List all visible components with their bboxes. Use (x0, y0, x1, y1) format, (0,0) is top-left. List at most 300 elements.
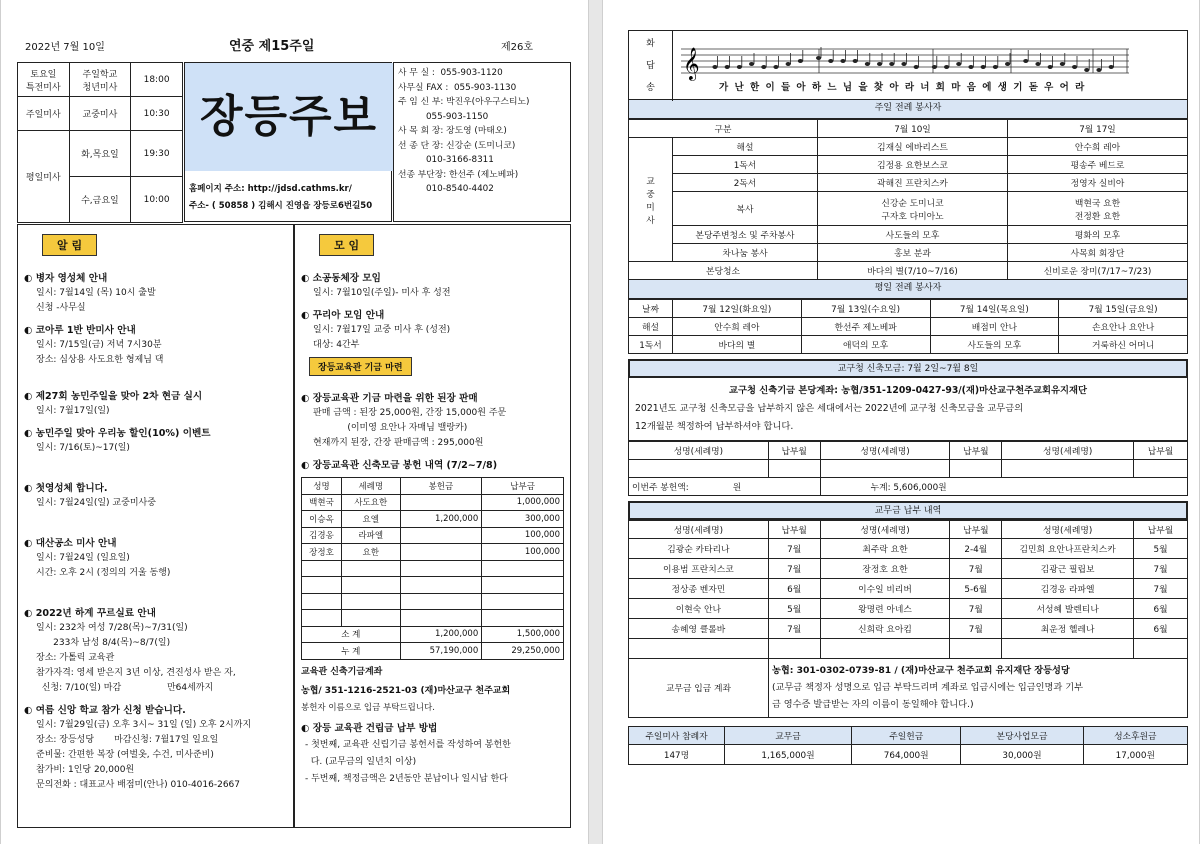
tithe-cell: 이용범 프란치스코 (629, 559, 769, 579)
donation-cell: 요한 (342, 544, 401, 561)
tithe-cell (1134, 639, 1188, 659)
notice-badge: 알 림 (42, 234, 97, 256)
donation-cell: 300,000 (482, 511, 564, 528)
tithe-cell (1002, 639, 1134, 659)
weekday-cell: 1독서 (629, 336, 673, 354)
item-heading: ◐ 대산공소 미사 안내 (24, 536, 287, 551)
tithe-cell: 7월 (950, 559, 1002, 579)
contact-line: 선종 부단장: 한선주 (제노베파) (398, 169, 519, 180)
tithe-cell: 6월 (1134, 599, 1188, 619)
donation-sum-value: 57,190,000 (400, 643, 482, 660)
donation-row (302, 494, 564, 511)
summary-cell: 147명 (629, 744, 725, 764)
weekday-server-table (628, 299, 1188, 354)
tithe-cell: 송혜영 클롤바 (629, 619, 769, 639)
donation-row (302, 544, 564, 561)
note-head (1072, 65, 1077, 69)
summary-cell: 17,000원 (1083, 744, 1187, 764)
item-line: 일시: 7월24일 (일요일) (36, 553, 130, 563)
sunday-cell: 신비로운 장미(7/17~7/23) (1008, 262, 1188, 280)
item-line: (이미영 요안나 자매님 밸랑카) (313, 423, 468, 433)
donation-total (302, 643, 564, 660)
weekday-head-cell: 7월 14일(목요일) (930, 300, 1059, 318)
tithe-account-note: 금 영수증 발급받는 자의 이름이 동일해야 합니다.) (772, 699, 974, 711)
donation-cell (482, 593, 564, 610)
note-head (1023, 59, 1028, 63)
item-line: 일시: 7월29일(금) 오후 3시~ 31일 (일) 오후 2시까지 (36, 720, 252, 730)
sunday-cell: 안수희 레아 (1008, 138, 1188, 156)
tithe-cell: 5-6월 (950, 579, 1002, 599)
diocese-head-cell: 성명(세례명) (629, 442, 769, 460)
donation-sum-label: 누 계 (302, 643, 401, 660)
item-line: 일시: 7월10일(주일)- 미사 후 성전 (313, 288, 451, 298)
sunday-cell: 김정용 요한보스코 (818, 156, 1008, 174)
donation-cell (302, 577, 342, 594)
tithe-cell: 5월 (1134, 539, 1188, 559)
meeting-items (301, 271, 564, 353)
tithe-cell: 김광순 카타리나 (629, 539, 769, 559)
weekday-cell: 손요안나 요안나 (1059, 318, 1188, 336)
donation-cell: 라파엘 (342, 527, 401, 544)
sunday-cell: 신강순 도미니코 구자호 다미아노 (818, 192, 1008, 226)
note-head (981, 65, 986, 69)
tithe-header (629, 521, 1188, 539)
note-head (816, 56, 821, 60)
donation-sum-value: 1,500,000 (482, 626, 564, 643)
tithe-title: 교무금 납부 내역 (628, 501, 1188, 520)
diocese-table (628, 441, 1188, 496)
donation-row (302, 527, 564, 544)
tithe-cell: 7월 (950, 599, 1002, 619)
note-head (956, 62, 961, 66)
donation-cell (482, 610, 564, 627)
weekday-cell: 배점미 안나 (930, 318, 1059, 336)
pay-method-heading: ◐ 장등 교육관 건립금 납부 방법 (301, 721, 564, 736)
diocese-head-cell: 납부월 (1134, 442, 1188, 460)
tithe-cell: 6월 (1134, 619, 1188, 639)
schedule-row (18, 63, 183, 97)
diocese-note-2: 12개월분 책정하여 납부하셔야 합니다. (635, 421, 794, 432)
note-head (725, 65, 730, 69)
summary-head-cell: 본당사업모금 (961, 726, 1083, 744)
schedule-time: 19:30 (131, 131, 183, 177)
weekday-cell: 해설 (629, 318, 673, 336)
homepage-text[interactable]: 홈페이지 주소: http://jdsd.cathms.kr/ (189, 184, 352, 194)
meeting-badge: 모 임 (319, 234, 374, 256)
weekday-head-cell: 7월 12일(화요일) (673, 300, 802, 318)
tithe-account-number: 농협: 301-0302-0739-81 / (재)마산교구 천주교회 유지재단 장등성당 (772, 665, 1070, 677)
note-head (1084, 68, 1089, 72)
tithe-row (629, 599, 1188, 619)
notice-column (17, 224, 294, 828)
hymn-box (628, 30, 1188, 100)
contact-line: 010-8540-4402 (398, 184, 494, 194)
sunday-cell: 1독서 (673, 156, 818, 174)
sunday-cell: 사목회 회장단 (1008, 244, 1188, 262)
tithe-cell: 7월 (1134, 559, 1188, 579)
sunday-cell: 홍보 분과 (818, 244, 1008, 262)
sunday-cell: 평송주 베드로 (1008, 156, 1188, 174)
sunday-cell: 복사 (673, 192, 818, 226)
tithe-cell: 2-4월 (950, 539, 1002, 559)
sunday-clean-row (629, 262, 1188, 280)
schedule-sub: 화,목요일 (69, 131, 131, 177)
item-line: 일시: 232차 여성 7/28(목)~7/31(일) (36, 623, 188, 633)
sunday-cell: 바다의 별(7/10~7/16) (818, 262, 1008, 280)
notice-items (24, 271, 287, 793)
donation-head-cell: 납부금 (482, 478, 564, 495)
tithe-head-cell: 납부월 (1134, 521, 1188, 539)
sunday-cell: 곽해진 프란치스카 (818, 174, 1008, 192)
contact-line: 010-3166-8311 (398, 155, 494, 165)
sunday-cell: 본당청소 (629, 262, 818, 280)
meeting-column (294, 224, 571, 828)
note-head (901, 62, 906, 66)
sunday-cell: 본당주변청소 및 주차봉사 (673, 226, 818, 244)
note-head (993, 65, 998, 69)
diocese-total: 누계: 5,606,000원 (820, 478, 1187, 496)
item-heading: ◐ 첫영성체 합니다. (24, 481, 287, 496)
donation-sum-value: 29,250,000 (482, 643, 564, 660)
donation-cell (400, 593, 482, 610)
donation-cell: 1,200,000 (400, 511, 482, 528)
diocese-summary-cell (629, 478, 821, 496)
right-page (602, 0, 1200, 844)
item-heading: ◐ 농민주일 맞아 우리농 할인(10%) 이벤트 (24, 426, 287, 441)
tithe-cell: 왕명련 아네스 (820, 599, 950, 619)
item-heading: ◐ 장등교육관 기금 마련을 위한 된장 판매 (301, 391, 564, 406)
donation-row (302, 511, 564, 528)
diocese-head-cell: 성명(세례명) (820, 442, 950, 460)
donation-cell: 요엘 (342, 511, 401, 528)
item-line: 신청 -사무실 (36, 303, 86, 313)
contact-box (393, 62, 571, 222)
music-staff (681, 43, 1129, 83)
donation-cell (400, 577, 482, 594)
diocese-title: 교구청 신축모금: 7월 2일~7월 8일 (628, 359, 1188, 378)
sunday-cell: 백현국 요한 전정환 요한 (1008, 192, 1188, 226)
item-line: 233차 남성 8/4(목)~8/7(일) (36, 638, 171, 648)
weekday-cell: 바다의 별 (673, 336, 802, 354)
sunday-head-cell: 구분 (629, 120, 818, 138)
tithe-row (629, 579, 1188, 599)
contact-line: 사 무 실 : 055-903-1120 (398, 68, 503, 78)
sunday-cell: 김재실 에바리스트 (818, 138, 1008, 156)
note-head (1035, 62, 1040, 66)
sunday-cell: 평화의 모후 (1008, 226, 1188, 244)
sunday-row (629, 226, 1188, 244)
donation-head-cell: 세례명 (342, 478, 401, 495)
sunday-cell: 정영자 실비아 (1008, 174, 1188, 192)
this-week-unit: 원 (732, 483, 742, 493)
diocese-cell (950, 460, 1002, 478)
donation-head-cell: 성명 (302, 478, 342, 495)
item-heading: ◐ 꾸리아 모임 안내 (301, 308, 564, 323)
diocese-header (629, 442, 1188, 460)
contact-line: 주 임 신 부: 박진우(아우구스티노) (398, 97, 530, 107)
donation-table (301, 477, 564, 660)
item-line: 준비물: 간편한 복장 (여벌옷, 수건, 미사준비) (36, 750, 214, 760)
sunday-header (629, 120, 1188, 138)
item-line: 일시: 7/15일(금) 저녁 7시30분 (36, 340, 162, 350)
note-head (1096, 68, 1101, 72)
tithe-cell: 7월 (768, 619, 820, 639)
donation-row (302, 610, 564, 627)
diocese-head-cell: 납부월 (950, 442, 1002, 460)
summary-head-cell: 성소후원금 (1083, 726, 1187, 744)
note-head (1005, 62, 1010, 66)
donation-cell: 장정호 (302, 544, 342, 561)
this-week-label: 이번주 봉헌액: (632, 483, 689, 493)
tithe-cell: 5월 (768, 599, 820, 619)
tithe-cell: 정상종 벤자민 (629, 579, 769, 599)
item-heading: ◐ 제27회 농민주일을 맞아 2차 현금 실시 (24, 389, 287, 404)
weekday-cell: 안수희 레아 (673, 318, 802, 336)
donation-cell (342, 577, 401, 594)
acct-note: 봉헌자 이름으로 입금 부탁드립니다. (301, 702, 435, 713)
donation-subtotal (302, 626, 564, 643)
diocese-cell (1002, 460, 1134, 478)
tithe-cell (820, 639, 950, 659)
item-line: 시간: 오후 2시 (정의의 거울 동행) (36, 568, 171, 578)
sunday-side-label: 교 중 미 사 (629, 138, 673, 262)
tithe-cell: 장정호 요한 (820, 559, 950, 579)
summary-table (628, 726, 1188, 765)
sunday-row (629, 156, 1188, 174)
tithe-cell: 7월 (768, 559, 820, 579)
sunday-row (629, 244, 1188, 262)
item-line: 일시: 7월24일(일) 교중미사중 (36, 498, 156, 508)
tithe-cell: 7월 (950, 619, 1002, 639)
note-head (737, 65, 742, 69)
issue-date: 2022년 7월 10일 (25, 42, 105, 53)
summary-cell: 1,165,000원 (725, 744, 852, 764)
weekday-server-title: 평일 전례 봉사자 (628, 280, 1188, 299)
brand-info (189, 181, 372, 215)
note-head (786, 62, 791, 66)
donation-cell: 이승옥 (302, 511, 342, 528)
fund-badge: 장등교육관 기금 마련 (309, 357, 412, 376)
note-head (944, 65, 949, 69)
note-head (712, 65, 717, 69)
note-head (749, 62, 754, 66)
sunday-head-cell: 7월 10일 (818, 120, 1008, 138)
summary-cell: 764,000원 (852, 744, 961, 764)
schedule-sub: 주일학교 청년미사 (69, 63, 131, 97)
item-line: 장소: 심상용 사도요한 형제님 댁 (36, 355, 164, 365)
summary-header (629, 726, 1188, 744)
sunday-cell: 사도들의 모후 (818, 226, 1008, 244)
liturgical-title: 연중 제15주일 (229, 39, 315, 54)
tithe-account-row (629, 659, 1188, 717)
diocese-cell (820, 460, 950, 478)
item-heading: ◐ 코아루 1반 반미사 안내 (24, 323, 287, 338)
donation-row (302, 560, 564, 577)
donation-cell (400, 527, 482, 544)
note-head (853, 59, 858, 63)
summary-cell: 30,000원 (961, 744, 1083, 764)
pay-method-lines (301, 738, 564, 787)
tithe-row (629, 639, 1188, 659)
treble-clef-icon: 𝄞 (683, 47, 700, 80)
item-line: 장소: 가톨릭 교육관 (36, 653, 115, 663)
right-body (628, 30, 1188, 765)
item-line: 대상: 4간부 (313, 340, 360, 350)
sunday-row (629, 138, 1188, 156)
donation-cell: 백현국 (302, 494, 342, 511)
tithe-table (628, 520, 1188, 659)
tithe-cell (629, 639, 769, 659)
schedule-time: 10:30 (131, 97, 183, 131)
item-line: 장소: 장등성당 마감신청: 7월17일 일요일 (36, 735, 219, 745)
note-head (1060, 62, 1065, 66)
contact-line: 선 종 단 장: 신강순 (도미니코) (398, 140, 516, 151)
pay-line: 다. (교무금의 일년치 이상) (305, 756, 417, 767)
tithe-account-note: (교무금 책정자 성명으로 입금 부탁드리며 계좌로 입금시에는 입금인명과 기부 (772, 682, 1083, 694)
weekday-cell: 애덕의 모후 (801, 336, 930, 354)
item-heading: ◐ 2022년 하계 꾸르실료 안내 (24, 606, 287, 621)
item-line: 일시: 7월17일 교중 미사 후 (성전) (313, 325, 451, 335)
donation-cell (400, 494, 482, 511)
note-head (798, 59, 803, 63)
sunday-server-table (628, 119, 1188, 280)
donation-cell (302, 560, 342, 577)
diocese-note-1: 2021년도 교구청 신축모금을 납부하지 않은 세대에서는 2022년에 교구청 신축모금을 교무금의 (635, 403, 1024, 414)
note-head (914, 65, 919, 69)
note-head (1048, 65, 1053, 69)
donation-cell (400, 610, 482, 627)
tithe-cell: 7월 (1134, 579, 1188, 599)
item-heading: ◐ 소공동체장 모임 (301, 271, 564, 286)
tithe-cell: 신희락 요아킴 (820, 619, 950, 639)
diocese-acct: 교구청 신축기금 본당계좌: 농협/351-1209-0427-93/(재)마산교구천주교회유지재단 (729, 385, 1087, 396)
sunday-head-cell: 7월 17일 (1008, 120, 1188, 138)
donation-cell (400, 544, 482, 561)
note-head (1109, 65, 1114, 69)
item-line: 참가자격: 영세 받은지 3년 이상, 견진성사 받은 자, (36, 668, 236, 678)
item-heading: ◐ 여름 신앙 학교 참가 신청 받습니다. (24, 703, 287, 718)
note-head (889, 62, 894, 66)
item-line: 신청: 7/10(일) 마감 만64세까지 (36, 683, 214, 693)
weekday-cell: 사도들의 모후 (930, 336, 1059, 354)
tithe-head-cell: 납부월 (950, 521, 1002, 539)
tithe-cell: 김경옹 라파엘 (1002, 579, 1134, 599)
weekday-cell: 한선주 제노베파 (801, 318, 930, 336)
diocese-head-cell: 성명(세례명) (1002, 442, 1134, 460)
donation-cell (482, 577, 564, 594)
sunday-row (629, 192, 1188, 226)
tithe-cell: 이현숙 안나 (629, 599, 769, 619)
item-line: 판매 금액 : 된장 25,000원, 간장 15,000원 주문 (313, 408, 507, 418)
donation-title: ◐ 장등교육관 신축모금 봉헌 내역 (7/2~7/8) (301, 458, 564, 473)
note-head (840, 59, 845, 63)
brand-box (184, 62, 392, 222)
fund-items (301, 391, 564, 451)
schedule-name: 평일미사 (18, 131, 70, 223)
hymn-lyric: 가 난 한 이 들 아 하 느 님 을 찾 아 라 너 희 마 음 에 생 기 돋 우 어 라 (719, 82, 1086, 93)
weekday-head-cell: 7월 15일(금요일) (1059, 300, 1188, 318)
summary-head-cell: 주일미사 참례자 (629, 726, 725, 744)
contact-line: 사 목 회 장: 장도영 (마태오) (398, 126, 507, 136)
diocese-summary-row (629, 478, 1188, 496)
donation-cell (342, 560, 401, 577)
diocese-head-cell: 납부월 (768, 442, 820, 460)
tithe-row (629, 619, 1188, 639)
schedule-name: 주일미사 (18, 97, 70, 131)
donation-cell (302, 593, 342, 610)
donation-cell: 1,000,000 (482, 494, 564, 511)
donation-cell: 100,000 (482, 544, 564, 561)
donation-cell (342, 610, 401, 627)
item-line: 참가비: 1인당 20,000원 (36, 765, 135, 775)
weekday-header (629, 300, 1188, 318)
sunday-cell: 차나눔 봉사 (673, 244, 818, 262)
left-page (0, 0, 589, 844)
acct-title: 교육관 신축기금계좌 (301, 666, 383, 677)
weekday-row (629, 318, 1188, 336)
donation-cell: 100,000 (482, 527, 564, 544)
issue-number: 제26호 (501, 42, 534, 53)
item-heading: ◐ 병자 영성체 안내 (24, 271, 287, 286)
tithe-head-cell: 성명(세례명) (629, 521, 769, 539)
sunday-server-title: 주일 전례 봉사자 (628, 100, 1188, 119)
note-head (865, 62, 870, 66)
weekday-head-cell: 날짜 (629, 300, 673, 318)
item-line: 일시: 7/16(토)~17(일) (36, 443, 130, 453)
schedule-row (18, 131, 183, 177)
donation-cell (400, 560, 482, 577)
donation-row (302, 577, 564, 594)
tithe-cell (768, 639, 820, 659)
schedule-row (18, 97, 183, 131)
pay-line: - 두번째, 책정금액은 2년동안 분납이나 일시납 한다 (305, 773, 508, 784)
item-line: 일시: 7월17일(일) (36, 406, 110, 416)
item-line: 일시: 7월14일 (목) 10시 출발 (36, 288, 156, 298)
tithe-row (629, 559, 1188, 579)
donation-sum-label: 소 계 (302, 626, 401, 643)
tithe-cell: 김민희 요안나프란치스카 (1002, 539, 1134, 559)
diocese-notice (628, 378, 1188, 441)
tithe-cell: 서성혜 발렌티나 (1002, 599, 1134, 619)
item-line: 문의전화 : 대표교사 배점미(안나) 010-4016-2667 (36, 780, 241, 790)
item-line: 현재까지 된장, 간장 판매금액 : 295,000원 (313, 438, 484, 448)
donation-row (302, 593, 564, 610)
bulletin-title: 장등주보 (185, 63, 393, 171)
tithe-row (629, 539, 1188, 559)
donation-cell: 김경옹 (302, 527, 342, 544)
note-head (968, 65, 973, 69)
diocese-cell (1134, 460, 1188, 478)
schedule-sub: 교중미사 (69, 97, 131, 131)
tithe-head-cell: 성명(세례명) (820, 521, 950, 539)
acct-number: 농협/ 351-1216-2521-03 (재)마산교구 천주교회 (301, 685, 511, 696)
donation-head-cell: 봉헌금 (400, 478, 482, 495)
tithe-cell: 김광근 필립보 (1002, 559, 1134, 579)
tithe-account-cell (769, 659, 1188, 717)
diocese-cell (629, 460, 769, 478)
sunday-row (629, 174, 1188, 192)
contact-line: 사무실 FAX : 055-903-1130 (398, 82, 517, 93)
pay-line: - 첫번째, 교육관 신립기금 봉헌서를 작성하여 봉헌한 (305, 739, 511, 750)
schedule-time: 18:00 (131, 63, 183, 97)
donation-cell: 사도요한 (342, 494, 401, 511)
tithe-head-cell: 납부월 (768, 521, 820, 539)
hymn-label: 화 답 송 (629, 31, 673, 101)
tithe-cell (950, 639, 1002, 659)
weekday-head-cell: 7월 13일(수요일) (801, 300, 930, 318)
tithe-cell: 최주락 요한 (820, 539, 950, 559)
donation-cell (482, 560, 564, 577)
